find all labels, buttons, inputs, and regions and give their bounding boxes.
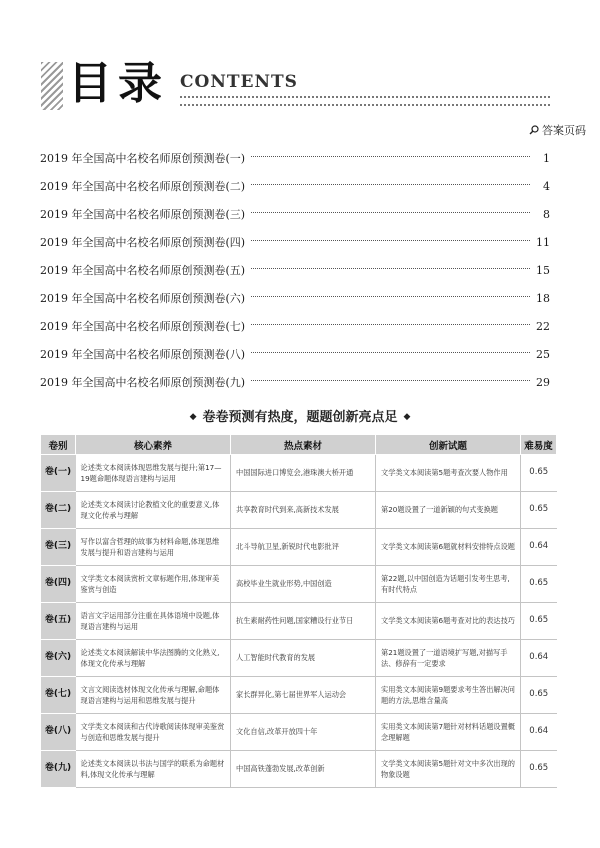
difficulty-cell: 0.65: [521, 603, 557, 640]
toc-entry[interactable]: [40, 200, 550, 228]
hot-material-cell: 家长群异化,第七届世界军人运动会: [231, 677, 376, 714]
table-row: [41, 751, 557, 788]
toc-leader-dots: [251, 324, 530, 325]
difficulty-cell: 0.65: [521, 751, 557, 788]
toc-leader-dots: [251, 296, 530, 297]
table-row: [41, 529, 557, 566]
innovative-question-cell: 第22题,以中国创造为话题引发考生思考,有时代特点: [376, 566, 521, 603]
hot-material-cell: 北斗导航卫星,新锐时代电影批评: [231, 529, 376, 566]
toc-leader-dots: [251, 352, 530, 353]
toc-entry-title: 2019 年全国高中名校名师原创预测卷(九): [40, 376, 246, 389]
answer-code-text: 答案页码: [542, 124, 586, 137]
toc-leader-dots: [251, 268, 530, 269]
toc-leader-dots: [251, 184, 530, 185]
core-literacy-cell: 文学类文本阅读和古代诗歌阅读体现审美鉴赏与创造和思维发展与提升: [76, 714, 231, 751]
search-icon: [529, 125, 539, 135]
toc-entry-title: 2019 年全国高中名校名师原创预测卷(二): [40, 180, 246, 193]
toc-leader-dots: [251, 380, 530, 381]
innovative-question-cell: 第21题设置了一道语境扩写题,对描写手法、修辞有一定要求: [376, 640, 521, 677]
innovative-question-cell: 文学类文本阅读第5题考查次要人物作用: [376, 455, 521, 492]
toc-entry-page: 25: [536, 347, 550, 361]
table-row: [41, 455, 557, 492]
toc-entry-page: 4: [543, 179, 550, 193]
toc-entry-page: 22: [536, 319, 550, 333]
toc-entry[interactable]: [40, 256, 550, 284]
innovative-question-cell: 第20题设置了一道新颖的句式变换题: [376, 492, 521, 529]
section-title: [0, 406, 600, 425]
header-cell: 核心素养: [76, 435, 231, 455]
difficulty-cell: 0.64: [521, 529, 557, 566]
title-divider: [180, 96, 550, 106]
diamond-icon: ◆: [189, 412, 197, 422]
toc-entry[interactable]: [40, 340, 550, 368]
toc-entry-title: 2019 年全国高中名校名师原创预测卷(四): [40, 236, 246, 249]
innovative-question-cell: 文学类文本阅读第6题就材料安排特点设题: [376, 529, 521, 566]
hot-material-cell: 中国高铁蓬勃发展,改革创新: [231, 751, 376, 788]
answer-code-label: [529, 122, 586, 138]
toc-entry[interactable]: [40, 312, 550, 340]
toc-leader-dots: [251, 212, 530, 213]
hot-material-cell: 高校毕业生就业形势,中国创造: [231, 566, 376, 603]
toc-entry-page: 11: [536, 235, 550, 249]
core-literacy-cell: 论述类文本阅读以书法与国学的联系为命题材料,体现文化传承与理解: [76, 751, 231, 788]
table-of-contents: [40, 144, 550, 396]
core-literacy-cell: 论述类文本阅读体现思维发展与提升;第17—19题命题体现语言建构与运用: [76, 455, 231, 492]
toc-entry[interactable]: [40, 368, 550, 396]
header-cell: 热点素材: [231, 435, 376, 455]
toc-leader-dots: [251, 156, 530, 157]
table-row: [41, 603, 557, 640]
toc-entry-page: 18: [536, 291, 550, 305]
core-literacy-cell: 文言文阅读选材体现文化传承与理解,命题体现语言建构与运用和思维发展与提升: [76, 677, 231, 714]
paper-id-cell: 卷(五): [41, 603, 76, 640]
summary-table: [40, 434, 557, 788]
paper-id-cell: 卷(六): [41, 640, 76, 677]
paper-id-cell: 卷(九): [41, 751, 76, 788]
paper-id-cell: 卷(八): [41, 714, 76, 751]
innovative-question-cell: 文学类文本阅读第5题针对文中多次出现的物象设题: [376, 751, 521, 788]
paper-id-cell: 卷(二): [41, 492, 76, 529]
innovative-question-cell: 实用类文本阅读第9题要求考生答出解决问题的方法,思维含量高: [376, 677, 521, 714]
paper-id-cell: 卷(三): [41, 529, 76, 566]
difficulty-cell: 0.65: [521, 566, 557, 603]
toc-entry-page: 29: [536, 375, 550, 389]
diamond-icon: ◆: [403, 412, 411, 422]
hot-material-cell: 共享教育时代到来,高新技术发展: [231, 492, 376, 529]
toc-entry-title: 2019 年全国高中名校名师原创预测卷(七): [40, 320, 246, 333]
difficulty-cell: 0.65: [521, 455, 557, 492]
header-cell: 难易度: [521, 435, 557, 455]
hot-material-cell: 文化自信,改革开放四十年: [231, 714, 376, 751]
toc-entry-page: 8: [543, 207, 550, 221]
toc-entry-page: 15: [536, 263, 550, 277]
toc-entry[interactable]: [40, 172, 550, 200]
toc-entry-title: 2019 年全国高中名校名师原创预测卷(三): [40, 208, 246, 221]
toc-entry[interactable]: [40, 144, 550, 172]
paper-id-cell: 卷(四): [41, 566, 76, 603]
core-literacy-cell: 写作以富含哲理的故事为材料命题,体现思维发展与提升和语言建构与运用: [76, 529, 231, 566]
hot-material-cell: 抗生素耐药性问题,国家糟设行业节日: [231, 603, 376, 640]
toc-entry[interactable]: [40, 284, 550, 312]
header-cell: 创新试题: [376, 435, 521, 455]
toc-entry-title: 2019 年全国高中名校名师原创预测卷(五): [40, 264, 246, 277]
toc-entry-title: 2019 年全国高中名校名师原创预测卷(八): [40, 348, 246, 361]
toc-entry[interactable]: [40, 228, 550, 256]
core-literacy-cell: 论述类文本阅读讨论教植文化的重要意义,体现文化传承与理解: [76, 492, 231, 529]
page-header: [0, 58, 600, 118]
hot-material-cell: 中国国际进口博览会,港珠澳大桥开通: [231, 455, 376, 492]
core-literacy-cell: 论述类文本阅读解读中华法图腾的文化熟义,体现文化传承与理解: [76, 640, 231, 677]
table-row: [41, 492, 557, 529]
innovative-question-cell: 文学类文本阅读第6题考查对比的表达技巧: [376, 603, 521, 640]
table-header-row: [41, 435, 557, 455]
difficulty-cell: 0.64: [521, 714, 557, 751]
header-cell: 卷别: [41, 435, 76, 455]
section-title-text: 卷卷预测有热度，题题创新亮点足: [202, 410, 398, 425]
table-row: [41, 677, 557, 714]
difficulty-cell: 0.65: [521, 492, 557, 529]
toc-entry-title: 2019 年全国高中名校名师原创预测卷(六): [40, 292, 246, 305]
table-row: [41, 714, 557, 751]
table-row: [41, 566, 557, 603]
table-row: [41, 640, 557, 677]
hot-material-cell: 人工智能时代教育的发展: [231, 640, 376, 677]
core-literacy-cell: 语言文字运用部分注重在具体语境中设题,体现语言建构与运用: [76, 603, 231, 640]
decorative-stripes: [41, 62, 63, 110]
difficulty-cell: 0.65: [521, 677, 557, 714]
core-literacy-cell: 文学类文本阅读赏析文章标题作用,体现审美鉴赏与创造: [76, 566, 231, 603]
difficulty-cell: 0.64: [521, 640, 557, 677]
innovative-question-cell: 实用类文本阅读第7题针对材料话题设置概念理解题: [376, 714, 521, 751]
page-subtitle-en: CONTENTS: [180, 72, 298, 92]
toc-entry-page: 1: [543, 151, 550, 165]
paper-id-cell: 卷(七): [41, 677, 76, 714]
toc-leader-dots: [251, 240, 530, 241]
page-title: 目录: [68, 58, 168, 109]
toc-entry-title: 2019 年全国高中名校名师原创预测卷(一): [40, 152, 246, 165]
paper-id-cell: 卷(一): [41, 455, 76, 492]
